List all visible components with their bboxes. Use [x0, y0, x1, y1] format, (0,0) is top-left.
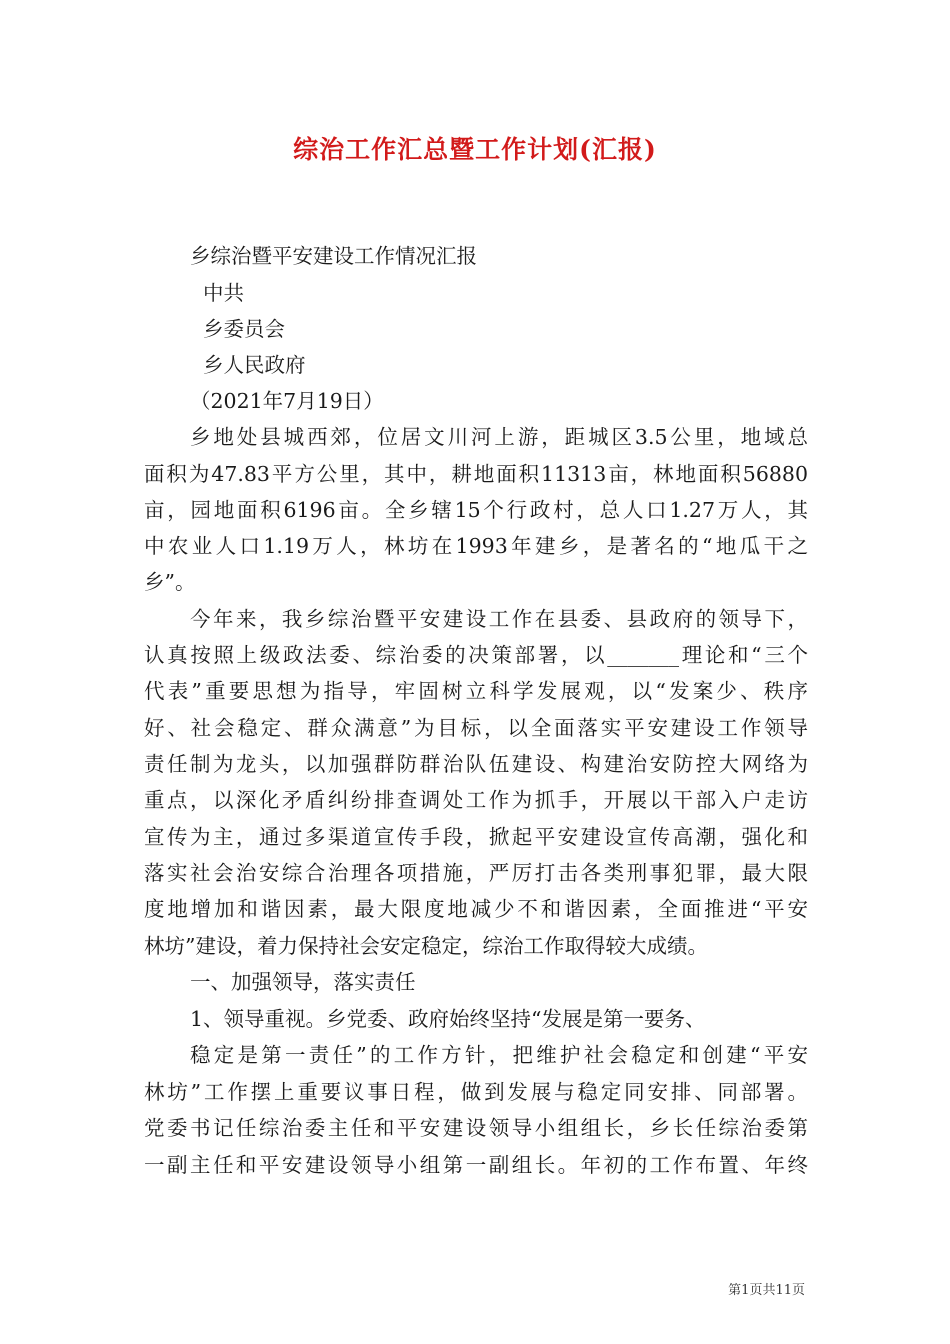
- date-line: （2021年7月19日）: [190, 389, 384, 413]
- page-number: 第1页共11页: [728, 1283, 805, 1298]
- text-line: 乡委员会: [203, 317, 285, 341]
- paragraph-line: 度地增加和谐因素，最大限度地减少不和谐因素，全面推进“平安: [144, 897, 808, 921]
- paragraph-line: 亩，园地面积6196亩。全乡辖15个行政村，总人口1.27万人，其: [144, 498, 808, 522]
- paragraph-line: 乡地处县城西郊，位居文川河上游，距城区3.5公里，地域总: [190, 425, 808, 449]
- text-line: 中共: [203, 281, 244, 305]
- paragraph-line: 乡”。: [144, 570, 196, 594]
- paragraph-line: 林坊”建设，着力保持社会安定稳定，综治工作取得较大成绩。: [144, 934, 708, 958]
- section-heading: 一、加强领导，落实责任: [190, 970, 416, 994]
- paragraph-line: 重点，以深化矛盾纠纷排查调处工作为抓手，开展以干部入户走访: [144, 788, 808, 812]
- paragraph-line: 一副主任和平安建设领导小组第一副组长。年初的工作布置、年终: [144, 1153, 808, 1177]
- paragraph-line: 林坊”工作摆上重要议事日程，做到发展与稳定同安排、同部署。: [144, 1080, 808, 1104]
- paragraph-line: 今年来，我乡综治暨平安建设工作在县委、县政府的领导下，: [190, 607, 808, 631]
- subtitle-line: 乡综治暨平安建设工作情况汇报: [190, 244, 477, 268]
- paragraph-line: 好、社会稳定、群众满意”为目标，以全面落实平安建设工作领导: [144, 716, 808, 740]
- paragraph-line: 代表”重要思想为指导，牢固树立科学发展观，以“发案少、秩序: [144, 679, 808, 703]
- text-line: 乡人民政府: [203, 353, 306, 377]
- paragraph-line: 中农业人口1.19万人，林坊在1993年建乡，是著名的“地瓜干之: [144, 534, 808, 558]
- paragraph-line: 稳定是第一责任”的工作方针，把维护社会稳定和创建“平安: [190, 1043, 808, 1067]
- paragraph-line: 1、领导重视。乡党委、政府始终坚持“发展是第一要务、: [190, 1007, 706, 1031]
- paragraph-line: 宣传为主，通过多渠道宣传手段，掀起平安建设宣传高潮，强化和: [144, 825, 808, 849]
- paragraph-line: 责任制为龙头，以加强群防群治队伍建设、构建治安防控大网络为: [144, 752, 808, 776]
- paragraph-line: 面积为47.83平方公里，其中，耕地面积11313亩，林地面积56880: [144, 462, 808, 486]
- paragraph-line: 党委书记任综治委主任和平安建设领导小组组长，乡长任综治委第: [144, 1116, 808, 1140]
- paragraph-line: 落实社会治安综合治理各项措施，严厉打击各类刑事犯罪，最大限: [144, 861, 808, 885]
- document-title: 综治工作汇总暨工作计划(汇报): [293, 135, 657, 164]
- paragraph-line: 认真按照上级政法委、综治委的决策部署，以_______理论和“三个: [144, 643, 808, 667]
